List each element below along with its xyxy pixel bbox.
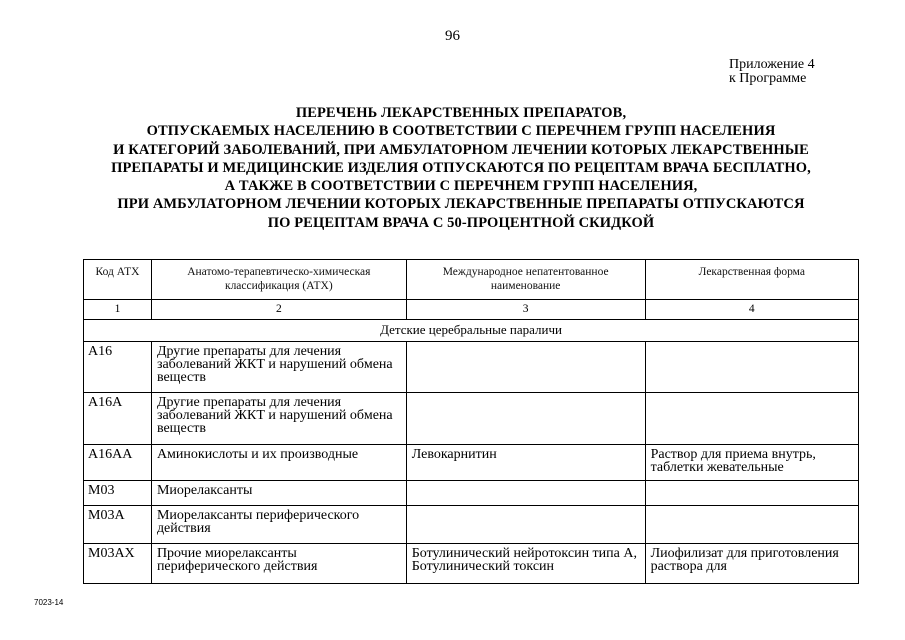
cell-atc: Аминокислоты и их производные (151, 445, 406, 481)
title-line: ОТПУСКАЕМЫХ НАСЕЛЕНИЮ В СООТВЕТСТВИИ С ПЕРЕЧНЕМ ГРУПП НАСЕЛЕНИЯ (146, 123, 776, 140)
cell-code: M03 (84, 481, 152, 506)
column-number: 2 (151, 300, 406, 320)
title-line: И КАТЕГОРИЙ ЗАБОЛЕВАНИЙ, ПРИ АМБУЛАТОРНОМ ЛЕЧЕНИИ КОТОРЫХ ЛЕКАРСТВЕННЫЕ (113, 141, 809, 158)
title-line: ПРЕПАРАТЫ И МЕДИЦИНСКИЕ ИЗДЕЛИЯ ОТПУСКАЮТСЯ ПО РЕЦЕПТАМ ВРАЧА БЕСПЛАТНО, (111, 159, 811, 176)
cell-code: A16 (84, 342, 152, 393)
cell-code: M03A (84, 506, 152, 544)
cell-atc: Миорелаксанты (151, 481, 406, 506)
appendix-note (729, 58, 815, 86)
header-inn: Международное непатентованное наименование (406, 260, 645, 300)
cell-code: A16A (84, 393, 152, 445)
table-row (84, 342, 859, 393)
header-dosage-form: Лекарственная форма (645, 260, 858, 300)
column-number: 1 (84, 300, 152, 320)
cell-atc: Другие препараты для лечения заболеваний ЖКТ и нарушений обмена веществ (151, 342, 406, 393)
table-header-row (84, 260, 859, 300)
section-title: Детские церебральные параличи (84, 320, 859, 342)
drug-table (83, 259, 859, 584)
column-number-row (84, 300, 859, 320)
cell-inn (406, 393, 645, 445)
cell-atc: Другие препараты для лечения заболеваний ЖКТ и нарушений обмена веществ (151, 393, 406, 445)
page-number: 96 (445, 28, 460, 44)
cell-form (645, 393, 858, 445)
cell-form (645, 506, 858, 544)
footer-code: 7023-14 (34, 598, 64, 607)
cell-inn (406, 481, 645, 506)
cell-code: M03AX (84, 544, 152, 584)
header-atc-code: Код АТХ (84, 260, 152, 300)
title-line: ПЕРЕЧЕНЬ ЛЕКАРСТВЕННЫХ ПРЕПАРАТОВ, (295, 105, 627, 121)
document-title (0, 104, 905, 232)
cell-atc: Миорелаксанты периферического действия (151, 506, 406, 544)
cell-form: Раствор для приема внутрь, таблетки жевательные (645, 445, 858, 481)
column-number: 3 (406, 300, 645, 320)
cell-form (645, 342, 858, 393)
appendix-line-2: к Программе (729, 71, 807, 86)
table-row (84, 506, 859, 544)
appendix-line-1: Приложение 4 (729, 57, 815, 72)
header-atc-classification: Анатомо-терапевтическо-химическая классификация (АТХ) (151, 260, 406, 300)
cell-inn (406, 342, 645, 393)
cell-inn: Левокарнитин (406, 445, 645, 481)
cell-inn: Ботулинический нейротоксин типа А, Ботулинический токсин (406, 544, 645, 584)
column-number: 4 (645, 300, 858, 320)
cell-atc: Прочие миорелаксанты периферического действия (151, 544, 406, 584)
table-row (84, 544, 859, 584)
table-row (84, 393, 859, 445)
title-line: ПРИ АМБУЛАТОРНОМ ЛЕЧЕНИИ КОТОРЫХ ЛЕКАРСТВЕННЫЕ ПРЕПАРАТЫ ОТПУСКАЮТСЯ (117, 196, 805, 213)
cell-form (645, 481, 858, 506)
table-row (84, 481, 859, 506)
cell-form: Лиофилизат для приготовления раствора для (645, 544, 858, 584)
title-line: А ТАКЖЕ В СООТВЕТСТВИИ С ПЕРЕЧНЕМ ГРУПП НАСЕЛЕНИЯ, (224, 178, 698, 195)
table-row (84, 445, 859, 481)
cell-inn (406, 506, 645, 544)
section-row (84, 320, 859, 342)
cell-code: A16AA (84, 445, 152, 481)
title-line: ПО РЕЦЕПТАМ ВРАЧА С 50-ПРОЦЕНТНОЙ СКИДКОЙ (267, 214, 655, 231)
